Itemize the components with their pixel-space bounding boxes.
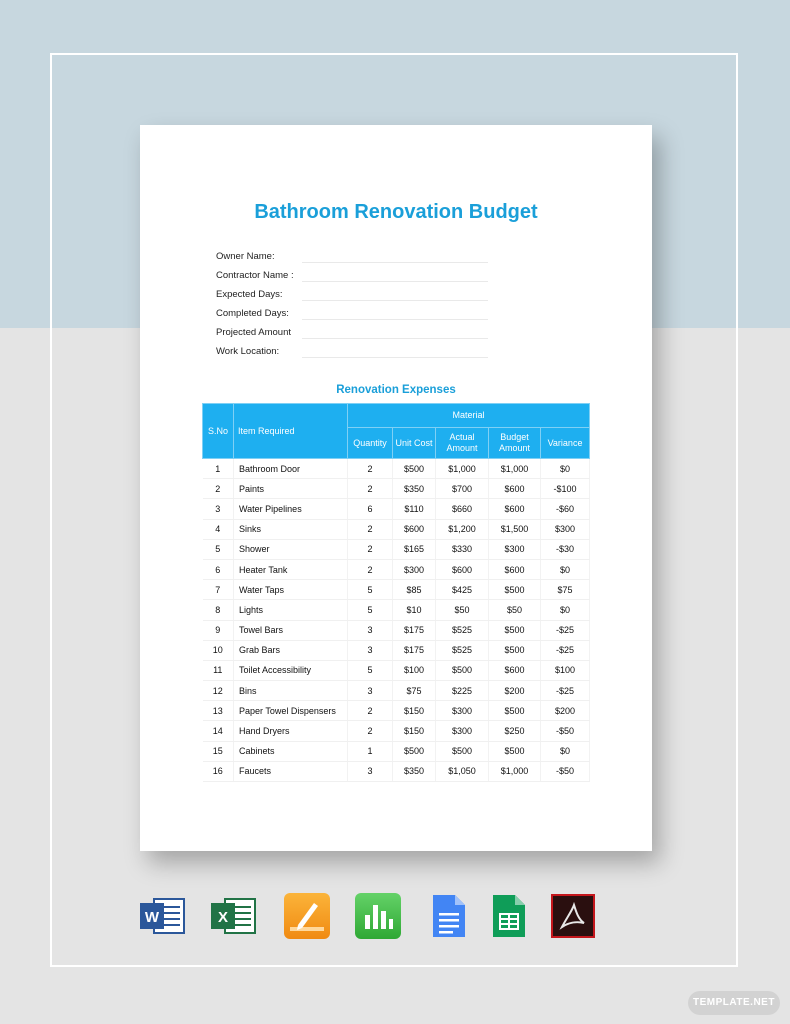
cell-sno: 14: [203, 721, 234, 741]
cell-sno: 10: [203, 640, 234, 660]
info-line: [302, 319, 488, 320]
cell-quantity: 2: [348, 701, 393, 721]
cell-quantity: 2: [348, 479, 393, 499]
cell-budget-amount: $50: [489, 600, 541, 620]
svg-text:X: X: [217, 909, 229, 926]
table-row: [203, 519, 590, 539]
cell-actual-amount: $1,050: [436, 761, 489, 781]
cell-budget-amount: $300: [489, 539, 541, 559]
cell-sno: 7: [203, 580, 234, 600]
info-label: Completed Days:: [216, 308, 289, 319]
cell-unit-cost: $150: [393, 701, 436, 721]
table-row: [203, 499, 590, 519]
info-line: [302, 357, 488, 358]
cell-quantity: 2: [348, 519, 393, 539]
cell-quantity: 2: [348, 459, 393, 479]
header-unit-cost: Unit Cost: [393, 428, 436, 459]
info-label: Work Location:: [216, 346, 280, 357]
table-row: [203, 559, 590, 579]
cell-budget-amount: $1,000: [489, 761, 541, 781]
table-row: [203, 681, 590, 701]
cell-sno: 16: [203, 761, 234, 781]
table-row: [203, 620, 590, 640]
info-row-contractor: [216, 266, 516, 285]
expenses-table: [202, 403, 590, 782]
cell-actual-amount: $600: [436, 559, 489, 579]
cell-quantity: 2: [348, 559, 393, 579]
info-label: Projected Amount: [216, 327, 291, 338]
info-label: Expected Days:: [216, 289, 283, 300]
cell-item: Water Pipelines: [234, 499, 348, 519]
cell-item: Cabinets: [234, 741, 348, 761]
cell-item: Lights: [234, 600, 348, 620]
cell-unit-cost: $110: [393, 499, 436, 519]
cell-variance: $75: [541, 580, 590, 600]
cell-actual-amount: $525: [436, 620, 489, 640]
cell-actual-amount: $700: [436, 479, 489, 499]
cell-budget-amount: $200: [489, 681, 541, 701]
cell-variance: $0: [541, 559, 590, 579]
document-page: [140, 125, 652, 851]
cell-variance: -$25: [541, 640, 590, 660]
info-row-expected-days: [216, 285, 516, 304]
pages-icon[interactable]: [284, 893, 330, 939]
cell-unit-cost: $100: [393, 660, 436, 680]
app-icons-row: [140, 893, 600, 939]
cell-actual-amount: $500: [436, 741, 489, 761]
cell-quantity: 2: [348, 721, 393, 741]
cell-unit-cost: $500: [393, 741, 436, 761]
info-row-work-location: [216, 342, 516, 361]
table-body: [203, 459, 590, 782]
cell-quantity: 3: [348, 640, 393, 660]
cell-variance: -$25: [541, 681, 590, 701]
cell-variance: -$30: [541, 539, 590, 559]
cell-unit-cost: $350: [393, 761, 436, 781]
cell-actual-amount: $1,200: [436, 519, 489, 539]
cell-unit-cost: $75: [393, 681, 436, 701]
cell-budget-amount: $500: [489, 741, 541, 761]
cell-actual-amount: $525: [436, 640, 489, 660]
cell-budget-amount: $600: [489, 660, 541, 680]
word-icon[interactable]: [140, 893, 186, 939]
cell-sno: 13: [203, 701, 234, 721]
header-budget-amount: Budget Amount: [489, 428, 541, 459]
cell-budget-amount: $250: [489, 721, 541, 741]
info-line: [302, 281, 488, 282]
cell-actual-amount: $500: [436, 660, 489, 680]
table-row: [203, 660, 590, 680]
cell-unit-cost: $150: [393, 721, 436, 741]
numbers-icon[interactable]: [355, 893, 401, 939]
info-fields: [216, 247, 516, 361]
document-title: Bathroom Renovation Budget: [254, 201, 538, 223]
cell-actual-amount: $425: [436, 580, 489, 600]
watermark-badge: TEMPLATE.NET: [688, 991, 780, 1015]
header-quantity: Quantity: [348, 428, 393, 459]
cell-unit-cost: $300: [393, 559, 436, 579]
cell-unit-cost: $600: [393, 519, 436, 539]
cell-actual-amount: $225: [436, 681, 489, 701]
google-docs-icon[interactable]: [425, 893, 471, 939]
cell-budget-amount: $500: [489, 580, 541, 600]
cell-unit-cost: $350: [393, 479, 436, 499]
cell-item: Sinks: [234, 519, 348, 539]
cell-item: Paper Towel Dispensers: [234, 701, 348, 721]
info-label: Owner Name:: [216, 251, 275, 262]
cell-budget-amount: $600: [489, 559, 541, 579]
cell-budget-amount: $500: [489, 620, 541, 640]
cell-variance: $300: [541, 519, 590, 539]
cell-budget-amount: $1,500: [489, 519, 541, 539]
header-item: Item Required: [234, 404, 348, 459]
excel-icon[interactable]: [211, 893, 257, 939]
cell-budget-amount: $1,000: [489, 459, 541, 479]
cell-sno: 15: [203, 741, 234, 761]
header-actual-amount: Actual Amount: [436, 428, 489, 459]
cell-variance: -$60: [541, 499, 590, 519]
cell-quantity: 5: [348, 600, 393, 620]
cell-item: Faucets: [234, 761, 348, 781]
cell-unit-cost: $175: [393, 640, 436, 660]
cell-actual-amount: $300: [436, 721, 489, 741]
cell-sno: 11: [203, 660, 234, 680]
info-label: Contractor Name :: [216, 270, 294, 281]
info-row-completed-days: [216, 304, 516, 323]
table-row: [203, 721, 590, 741]
cell-budget-amount: $600: [489, 479, 541, 499]
cell-sno: 12: [203, 681, 234, 701]
cell-quantity: 3: [348, 620, 393, 640]
cell-sno: 5: [203, 539, 234, 559]
info-line: [302, 338, 488, 339]
cell-variance: $100: [541, 660, 590, 680]
cell-quantity: 3: [348, 761, 393, 781]
cell-item: Heater Tank: [234, 559, 348, 579]
cell-sno: 4: [203, 519, 234, 539]
header-sno: S.No: [203, 404, 234, 459]
table-row: [203, 479, 590, 499]
cell-item: Towel Bars: [234, 620, 348, 640]
svg-text:W: W: [144, 909, 160, 926]
cell-variance: -$25: [541, 620, 590, 640]
table-row: [203, 640, 590, 660]
cell-unit-cost: $10: [393, 600, 436, 620]
cell-variance: -$50: [541, 761, 590, 781]
cell-quantity: 1: [348, 741, 393, 761]
table-row: [203, 459, 590, 479]
cell-sno: 3: [203, 499, 234, 519]
cell-variance: $0: [541, 600, 590, 620]
pdf-icon[interactable]: [550, 893, 596, 939]
cell-variance: $200: [541, 701, 590, 721]
table-row: [203, 600, 590, 620]
cell-item: Hand Dryers: [234, 721, 348, 741]
cell-unit-cost: $165: [393, 539, 436, 559]
cell-sno: 2: [203, 479, 234, 499]
cell-item: Bins: [234, 681, 348, 701]
section-title: Renovation Expenses: [336, 384, 456, 396]
cell-variance: -$50: [541, 721, 590, 741]
cell-item: Paints: [234, 479, 348, 499]
cell-variance: -$100: [541, 479, 590, 499]
table-row: [203, 539, 590, 559]
table-row: [203, 761, 590, 781]
cell-item: Toilet Accessibility: [234, 660, 348, 680]
cell-quantity: 6: [348, 499, 393, 519]
cell-actual-amount: $660: [436, 499, 489, 519]
header-material: Material: [348, 404, 590, 428]
cell-quantity: 5: [348, 660, 393, 680]
cell-item: Shower: [234, 539, 348, 559]
cell-quantity: 2: [348, 539, 393, 559]
header-variance: Variance: [541, 428, 590, 459]
cell-variance: $0: [541, 741, 590, 761]
table-row: [203, 580, 590, 600]
cell-sno: 6: [203, 559, 234, 579]
cell-quantity: 3: [348, 681, 393, 701]
cell-actual-amount: $300: [436, 701, 489, 721]
google-sheets-icon[interactable]: [485, 893, 531, 939]
cell-budget-amount: $600: [489, 499, 541, 519]
cell-unit-cost: $85: [393, 580, 436, 600]
cell-sno: 9: [203, 620, 234, 640]
info-line: [302, 300, 488, 301]
info-line: [302, 262, 488, 263]
cell-actual-amount: $330: [436, 539, 489, 559]
cell-variance: $0: [541, 459, 590, 479]
cell-actual-amount: $50: [436, 600, 489, 620]
cell-budget-amount: $500: [489, 640, 541, 660]
cell-budget-amount: $500: [489, 701, 541, 721]
cell-item: Bathroom Door: [234, 459, 348, 479]
cell-unit-cost: $500: [393, 459, 436, 479]
cell-actual-amount: $1,000: [436, 459, 489, 479]
cell-item: Grab Bars: [234, 640, 348, 660]
cell-sno: 8: [203, 600, 234, 620]
info-row-owner: [216, 247, 516, 266]
cell-unit-cost: $175: [393, 620, 436, 640]
table-row: [203, 741, 590, 761]
table-row: [203, 701, 590, 721]
info-row-projected-amount: [216, 323, 516, 342]
cell-sno: 1: [203, 459, 234, 479]
cell-quantity: 5: [348, 580, 393, 600]
cell-item: Water Taps: [234, 580, 348, 600]
